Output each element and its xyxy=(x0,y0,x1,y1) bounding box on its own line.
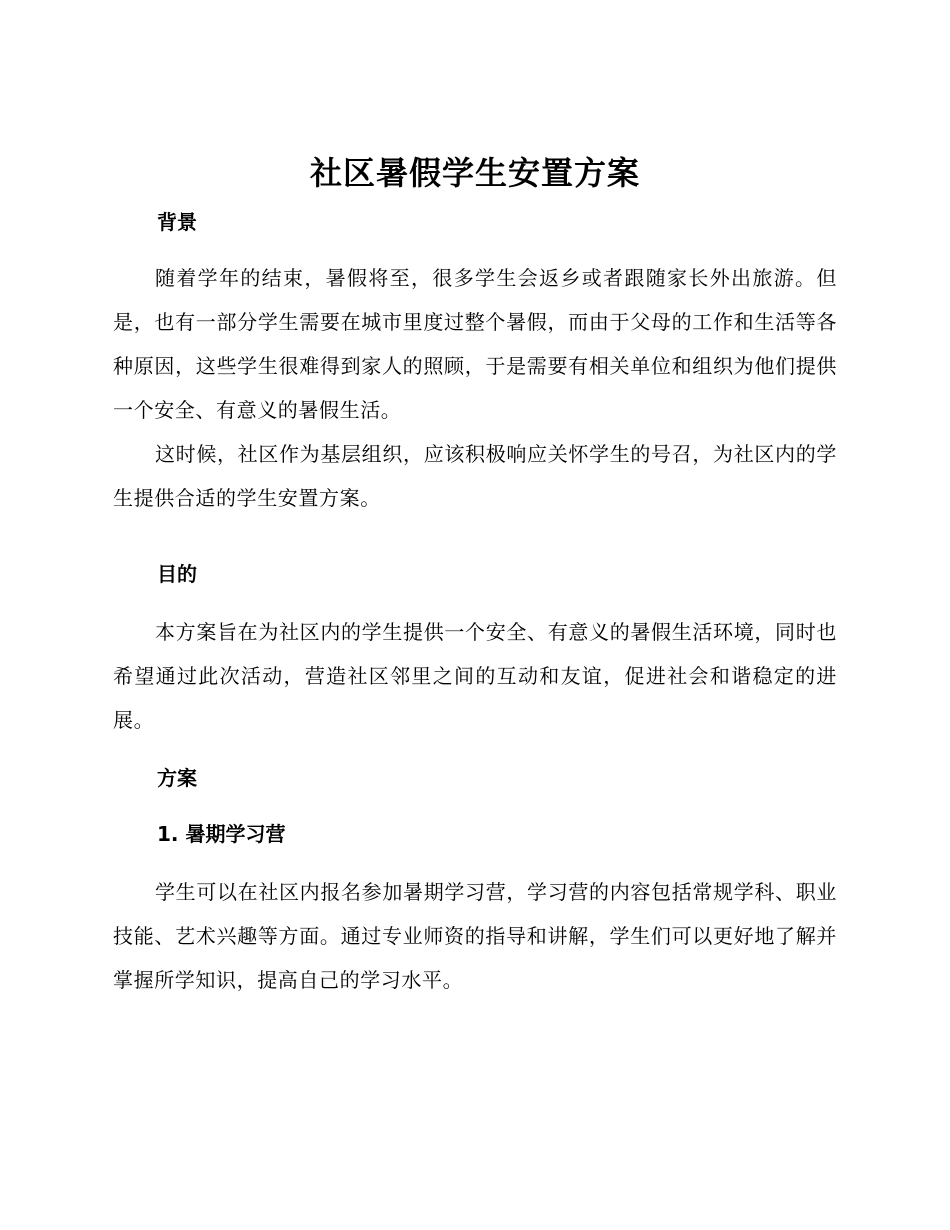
background-paragraph-2: 这时候，社区作为基层组织，应该积极响应关怀学生的号召，为社区内的学生提供合适的学生安置方案。 xyxy=(113,442,837,510)
section-heading-background: 背景 xyxy=(157,210,197,234)
background-paragraph-1: 随着学年的结束，暑假将至，很多学生会返乡或者跟随家长外出旅游。但是，也有一部分学生需要在城市里度过整个暑假，而由于父母的工作和生活等各种原因，这些学生很难得到家人的照顾，于是需要有相关单位和组织为他们提供一个安全、有意义的暑假生活。 xyxy=(113,266,837,422)
section-heading-plan: 方案 xyxy=(157,766,197,790)
study-camp-paragraph-1: 学生可以在社区内报名参加暑期学习营，学习营的内容包括常规学科、职业技能、艺术兴趣等方面。通过专业师资的指导和讲解，学生们可以更好地了解并掌握所学知识，提高自己的学习水平。 xyxy=(113,880,837,992)
document-title: 社区暑假学生安置方案 xyxy=(309,154,640,192)
purpose-paragraph-1: 本方案旨在为社区内的学生提供一个安全、有意义的暑假生活环境，同时也希望通过此次活动，营造社区邻里之间的互动和友谊，促进社会和谐稳定的进展。 xyxy=(113,620,837,732)
section-heading-purpose: 目的 xyxy=(157,562,197,586)
subsection-heading-study-camp: 1. 暑期学习营 xyxy=(157,822,286,846)
